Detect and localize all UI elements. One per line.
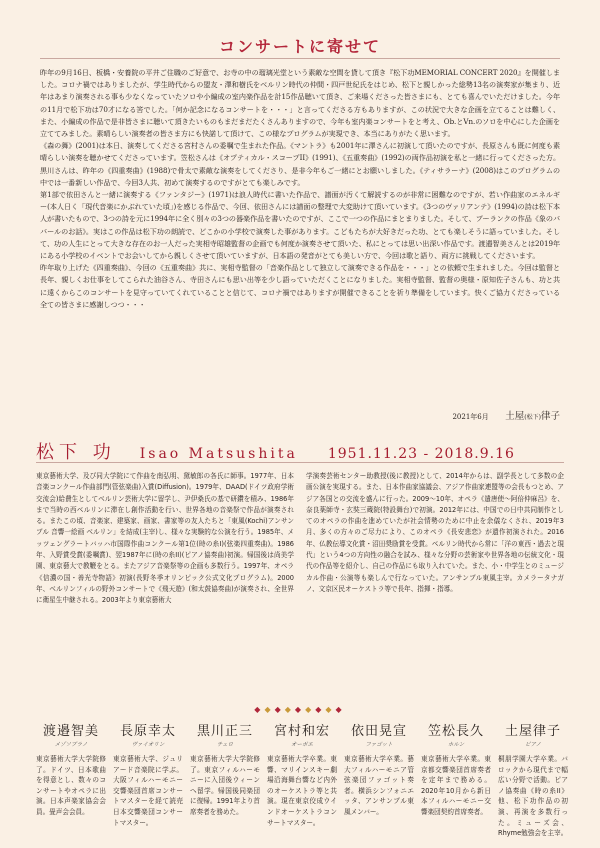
performer-bio: 東京藝術大学、ジュリアード音楽院に学ぶ。大阪フィルハーモニー交響楽団首席コンサートマスターを経て読売日本交響楽団コンサートマスター。 [113, 755, 183, 827]
essay-paragraph-3: 第1部で依田さんと一緒に演奏する《ファンタジー》(1971)は浪人時代に書いた作品で、譜面が汚くて解読するのが非常に困難なのですが、若い作曲家のエネルギー(本人日く「現代音楽にかぶれていた頃」)を感じる作品で、今回、依田さんには譜面の整理で大変助けて頂いています。《3つのヴァリアンテ》(1994)の詩は松下本人が書いたもので、3つの詩を元に1994年に全く別々の3つの器楽作品を書いたのですが、ここで一つの作品にまとまりました。そして、ブーランクの作品《象のババールのお話》。実はこの作品は松下功の朗読で、どこかの小学校で演奏した事があります。こどもたちが大好きだった功、とても楽しそうに語っていました。そして、功の人生にとって大きな存在のお一人だった実相寺昭雄監督の企画でも何度か演奏させて頂いた、私にとっては思い出深い作品です。渡邉智美さんとは2019年にある小学校のイベントでお会いしてから親しくさせて頂いていますが、日本語の発音がとても美しい方で、今回は歌と語り、両方に挑戦してくださいます。 [40, 190, 560, 261]
performer-card [267, 720, 337, 828]
performer-name: 宮村和宏 [273, 724, 330, 739]
bio-column-right: 学演奏芸術センター助教授(後に教授)として、2014年からは、副学長として多数の企画公演を実現する。また、日本作曲家協議会、アジア作曲家連盟等の会長もつとめ、アジア各国との交流を盛んに行った。2009〜10年、オペラ《遣唐使〜阿倍仲麻呂》を、奈良薬師寺・玄奘三蔵院(特設舞台)で初演。2012年には、中国での日中共同制作としてのオペラの作曲を進めていたが社会情勢のために中止を余儀なくされ、2019年3月、多くの方々のご尽力により、このオペラ《長安悲恋》が遺作初演された。2016年、仏教伝導文化賞・沼田奨励賞を受賞。ベルリン時代から常に「洋の東西・過去と現代」という4つの方向性の融合を試み、様々な分野の芸術家や世界各地の伝統文化・現代の作品等を紹介し、自己の作品にも取り入れていた。また、小・中学生とのミュージカル作曲・公演等も楽しんで行なっていた。アンサンブル東風主宰。カメラータナガノ、文京区民オーケストラ等で長年、指揮・指導。 [306, 472, 564, 593]
performer-bio: 東京藝術大学卒業。東京都交響楽団首席奏者を定年まで務める。2020年10月から新日本フィルハーモニー交響楽団契約首席奏者。 [421, 755, 491, 816]
performer-role: チェロ [216, 742, 234, 748]
page-title: コンサートに寄せて [218, 37, 381, 56]
performer-role: ファゴット [365, 742, 393, 748]
performer-card [36, 720, 106, 818]
signature-family-name: 土屋 [505, 411, 525, 422]
performer-name: 黒川正三 [196, 724, 253, 739]
signature-maiden-name: (松下) [524, 414, 541, 421]
performer-bio: 東京藝術大学大学院修了。東京フィルハーモニーに入団後ウィーンへ留学。帰国後同楽団に復帰。1991年より首席奏者を務めた。 [190, 755, 260, 816]
essay-paragraph-4: 昨年取り上げた《四重奏曲》、今回の《五重奏曲》共に、実相寺監督の「音楽作品として独立して演奏できる作品を・・・」との依頼で生まれました。今回は監督と長年、親しくお仕事をしてこられた油谷さん、寺田さんにも思い出等を少し語っていただくことになりました。実相寺監督、監督の奥様・原知佐子さんも、功と共に遠くからこのコンサートを見守っていてくれていることと信じて、コロナ禍ではありますが開催できることを祈り準備をしています。快くご協力くださっている全ての皆さまに感謝しつつ・・・ [40, 263, 560, 309]
performer-role: メゾソプラノ [54, 742, 88, 748]
essay-paragraph-2: 《森の舞》(2001)は本日、演奏してくださる宮村さんの委嘱で生まれた作品。《マントラ》も2001年に澤さんに初演して頂いたのですが、長原さんも既に何度も素晴らしい演奏を聴かせてくださっています。笠松さんは《オプティカル・スコープII》(1991)、《五重奏曲》(1992)の両作品初演を私と一緒に行ってくださった方。黒川さんは、昨年の《四重奏曲》(1988)で骨太で素敵な演奏をしてくださり、是非今年もご一緒にとお願いしました。《ティサラーナ》(2008)はこのプログラムの中では一番新しい作品で、今回3人共、初めて演奏するのですがとても楽しみです。 [40, 141, 560, 187]
performer-name: 土屋律子 [504, 724, 561, 739]
performer-card [421, 720, 491, 818]
signature-date: 2021年6月 [452, 413, 489, 421]
composer-dates: 1951.11.23 - 2018.9.16 [327, 446, 515, 462]
performer-card [344, 720, 414, 818]
performer-bio: 東京藝術大学卒業。藝大フィルハーモニア管弦楽団ファゴット奏者。横浜シンフォニエッタ、アンサンブル東風メンバー。 [344, 755, 414, 816]
performer-bio: 東京藝術大学卒業。東響、マリインスキー劇場沿海舞台響など内外のオーケストラ等と共演。現在東京佼成ウインドオーケストラコンサートマスター。 [267, 755, 337, 827]
bio-column-left: 東京藝術大学、及び同大学院にて作曲を南弘明、黛敏郎の各氏に師事。1977年、日本音楽コンクール作曲部門(管弦楽曲)入賞(Diffusion)。1979年、DAAD(ドイツ政府学術交流会)給費生としてベルリン芸術大学に留学し、尹伊桑氏の基で研鑽を積み、1986年まで当時の西ベルリンに滞在し創作活動を行い、世界各地の音楽祭で作品が演奏される。またこの頃、音楽家、建築家、画家、書家等の友人たちと「東風(Kochi)アンサンブル 音響一絵画 ベルリン」を結成(主宰)し、様々な実験的な公演を行う。1985年、メッツェングラートバッハ市国際作曲コンクール第1位(時の糸I)(弦楽四重奏曲)。1986年、入野賞受賞(委嘱賞)、翌1987年に(時の糸II)(ピアノ協奏曲)初演。帰国後は尚美学園、東京藝大で教鞭をとる。またアジア音楽祭等の企画も多数行う。1997年、オペラ《信濃の国・善光寺物語》初演(長野冬季オリンピック公式文化プログラム)。2000年、ベルリンフィルの野外コンサートで《飛天遊》(和太鼓協奏曲)が演奏され、全世界に衛星生中継される。2003年より東京藝術大 [36, 472, 294, 605]
bio-divider [36, 462, 564, 463]
performer-card [190, 720, 260, 818]
performer-name: 依田晃宣 [350, 724, 407, 739]
performer-role: ピアノ [524, 742, 542, 748]
bio-heading [36, 438, 576, 464]
performer-name: 笠松長久 [427, 724, 484, 739]
signature [452, 408, 560, 422]
performer-name: 長原幸太 [119, 724, 176, 739]
composer-name-en: Isao Matsushita [139, 446, 298, 462]
composer-name-jp: 松下 功 [36, 442, 116, 463]
performer-card [113, 720, 183, 828]
performer-role: ヴァイオリン [131, 742, 165, 748]
title-divider [40, 58, 560, 59]
performer-name: 渡邉智美 [42, 724, 99, 739]
performer-bio: 桐朋学園大学卒業。バロックから現代まで幅広い分野で活動。ピアノ協奏曲《時の糸II》他、松下功作品の初演、再演を多数行った。ミューズ会、Rhyme勉強会を主宰。 [498, 755, 568, 838]
signature-given-name: 律子 [540, 411, 560, 422]
performer-card [498, 720, 568, 839]
performer-bio: 東京藝術大学大学院修了。ドイツ、日本歌曲を得意とし、数々のコンサートやオペラに出演。日本声楽家協会会員。畳声会会員。 [36, 755, 106, 816]
diamond-ornament: ◆◆◆◆◆◆◆◆◆ [254, 705, 346, 714]
essay-paragraph-1: 昨年の9月16日、板橋・安養院の平井ご住職のご好意で、お寺の中の瑠璃光堂という素敵な空間を貸して頂き『松下功MEMORIAL CONCERT 2020』を開催しました。コロナ禍ではありましたが、学生時代からの盟友・澤和樹氏をベルリン時代の仲間・四戸世紀氏をはじめ、松下と親しかった総勢13名の演奏家が集まり、近年はあまり演奏される事も少なくなっていたソロや小編成の室内楽作品を計15作品聴いて頂き、ご来場くださった皆さまにも、とても喜んでいただけました。今年の11月で松下功は70才になる筈でした。「何か記念になるコンサートを・・・」と言ってくださる方もありますが、この状況で大きな企画を立てることは難しく、また、小編成の作品で是非皆さまに聴いて頂きたいものもまだまだたくさんありますので、今年も室内楽コンサートをと考え、Ob.とVn.のソロを中心にした企画を立ててみました。素晴らしい演奏者の皆さま方にも快諾して頂けて、この様なプログラムが実現でき、本当にありがたく思います。 [40, 68, 560, 139]
essay-body [40, 67, 560, 311]
signature-name [505, 411, 560, 422]
performer-role: オーボエ [290, 742, 313, 748]
performer-role: ホルン [447, 742, 465, 748]
